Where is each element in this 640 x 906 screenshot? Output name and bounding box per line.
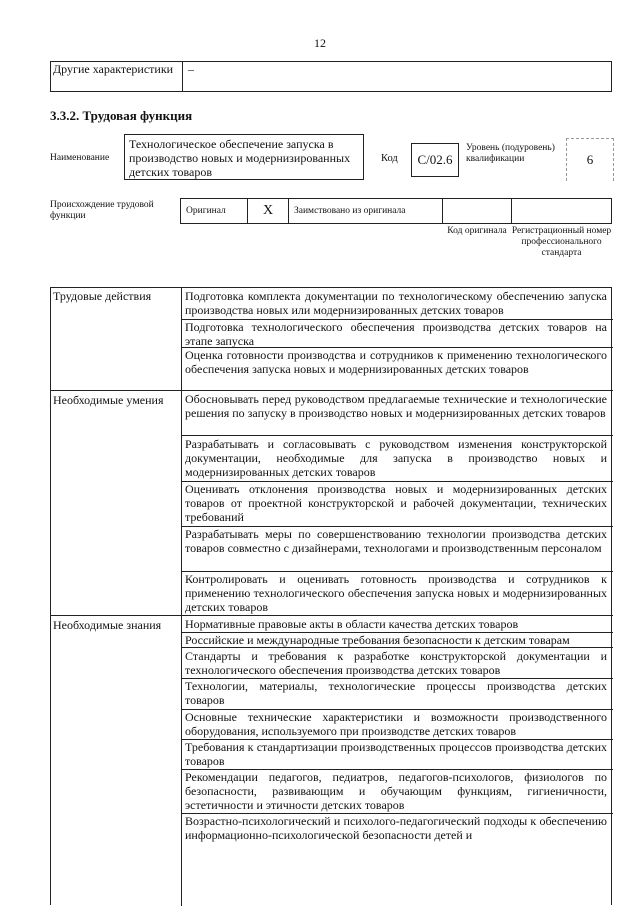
table-row: Разрабатывать меры по совершенствованию технологии производства детских товаров совместно с дизайнерами, технологами и производственным персоналом [185,527,607,555]
qualification-level-box: 6 [566,138,614,181]
table-row: Контролировать и оценивать готовность производства и сотрудников к применению технологического обеспечения запуска новых и модернизированных детских товаров [185,572,607,614]
table-row: Подготовка технологического обеспечения производства детских товаров на этапе запуска [185,320,607,348]
section-label-knowledge: Необходимые знания [53,618,162,632]
origin-code-cell [442,198,512,224]
qualification-level-label: Уровень (подуровень) квалификации [466,143,555,164]
table-row: Подготовка комплекта документации по технологическому обеспечению запуска производства новых или модернизированных детских товаров [185,289,607,317]
column-divider [182,61,183,92]
origin-reg-cell [511,198,612,224]
table-row: Нормативные правовые акты в области качества детских товаров [185,617,519,631]
table-row: Разрабатывать и согласовывать с руководством изменения конструкторской документации, необходимые для запуска в производство новых и модернизированных детских товаров [185,437,607,479]
table-row: Требования к стандартизации производственных процессов производства детских товаров [185,740,607,768]
section-title: 3.3.2. Трудовая функция [50,108,193,123]
origin-mark-cell: X [247,198,289,224]
code-caption: Код оригинала [447,226,507,236]
origin-original-cell: Оригинал [180,198,248,224]
section-divider [51,615,613,616]
other-characteristics-label: Другие характеристики [53,62,174,76]
table-row: Стандарты и требования к разработке конструкторской документации и технологического обеспечения производства детских товаров [185,649,607,677]
table-row: Российские и международные требования безопасности к детским товарам [185,633,570,647]
other-characteristics-value: – [188,62,194,76]
function-name-box: Технологическое обеспечение запуска в производство новых и модернизированных детских товаров [124,134,364,180]
table-row: Оценивать отклонения производства новых и модернизированных детских товаров от проектной конструкторской и рабочей документации, технических требований [185,482,607,524]
code-label: Код [381,153,398,164]
page-number: 12 [314,36,326,50]
origin-borrowed-cell: Заимствовано из оригинала [288,198,443,224]
table-row: Обосновывать перед руководством предлагаемые технические и технологические решения по запуску в производство новых и модернизированных детских товаров [185,392,607,420]
function-code-box: C/02.6 [411,143,459,177]
section-label-actions: Трудовые действия [53,289,152,303]
function-details-table [50,287,612,905]
row-divider [181,647,613,648]
section-divider [51,390,613,391]
name-label: Наименование [50,153,110,163]
other-characteristics-table [50,61,612,92]
table-row: Основные технические характеристики и возможности производственного оборудования, используемого при производстве детских товаров [185,710,607,738]
table-row: Рекомендации педагогов, педиатров, педагогов-психологов, физиологов по безопасности, развивающим и обучающим функциям, гигиеничности, эстетичности и этичности детских товаров [185,770,607,812]
section-label-skills: Необходимые умения [53,393,164,407]
origin-label: Происхождение трудовой функции [50,200,154,221]
registration-caption: Регистрационный номер профессионального стандарта [511,226,612,258]
table-row: Технологии, материалы, технологические процессы производства детских товаров [185,679,607,707]
table-row: Оценка готовности производства и сотрудников к применению технологического обеспечения запуска новых и модернизированных детских товаров [185,348,607,376]
row-divider [181,435,613,436]
table-row: Возрастно-психологический и психолого-педагогический подходы к обеспечению информационно-психологической безопасности детей и [185,814,607,842]
